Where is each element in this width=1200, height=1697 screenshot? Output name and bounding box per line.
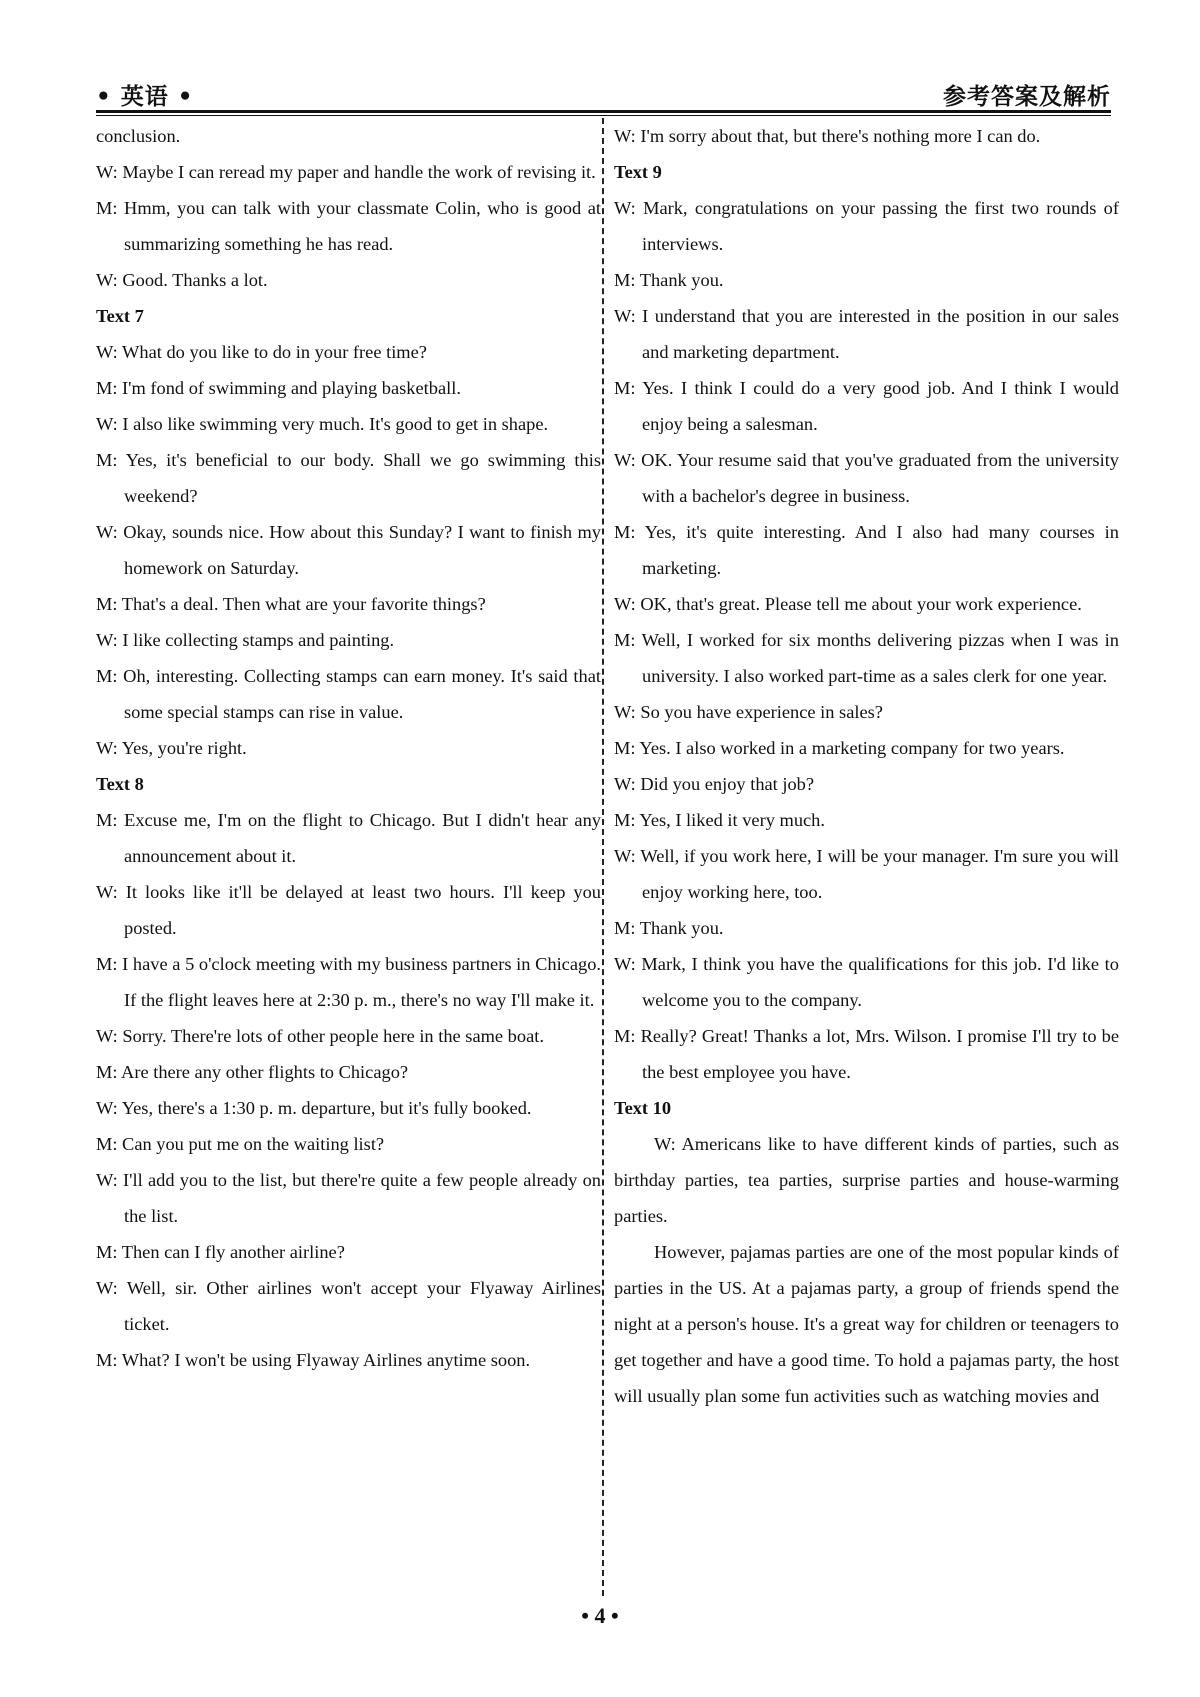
dialogue-line: M: Really? Great! Thanks a lot, Mrs. Wilson. I promise I'll try to be the best employee you have. <box>614 1026 1119 1082</box>
dialogue-line: M: Yes, I liked it very much. <box>614 810 825 830</box>
section-heading: Text 8 <box>96 774 144 794</box>
dialogue-line: W: Well, sir. Other airlines won't accept your Flyaway Airlines ticket. <box>96 1278 601 1334</box>
dialogue-line: W: I'm sorry about that, but there's nothing more I can do. <box>614 126 1041 146</box>
page-number: • 4 • <box>581 1603 619 1628</box>
dialogue-line: M: I have a 5 o'clock meeting with my business partners in Chicago. If the flight leaves here at 2:30 p. m., there's no way I'll make it. <box>96 954 601 1010</box>
dialogue-line: M: Yes, it's beneficial to our body. Shall we go swimming this weekend? <box>96 450 601 506</box>
dialogue-line: W: Well, if you work here, I will be your manager. I'm sure you will enjoy working here, too. <box>614 846 1119 902</box>
dialogue-line: M: Thank you. <box>614 270 724 290</box>
section-title: 参考答案及解析 <box>943 84 1111 110</box>
dialogue-line: W: Did you enjoy that job? <box>614 774 815 794</box>
dialogue-line: W: Okay, sounds nice. How about this Sunday? I want to finish my homework on Saturday. <box>96 522 601 578</box>
dialogue-line: M: Well, I worked for six months delivering pizzas when I was in university. I also worked part-time as a sales clerk for one year. <box>614 630 1119 686</box>
dialogue-line: W: So you have experience in sales? <box>614 702 883 722</box>
dialogue-line: M: What? I won't be using Flyaway Airlines anytime soon. <box>96 1350 531 1370</box>
column-divider <box>602 118 604 1596</box>
dialogue-line: M: Thank you. <box>614 918 724 938</box>
dialogue-line: M: Excuse me, I'm on the flight to Chicago. But I didn't hear any announcement about it. <box>96 810 601 866</box>
dialogue-line: W: Mark, I think you have the qualifications for this job. I'd like to welcome you to the company. <box>614 954 1119 1010</box>
dialogue-line: M: Oh, interesting. Collecting stamps can earn money. It's said that some special stamps can rise in value. <box>96 666 601 722</box>
paragraph: W: Americans like to have different kinds of parties, such as birthday parties, tea parties, surprise parties and house-warming parties. <box>614 1134 1119 1226</box>
dialogue-line: W: Maybe I can reread my paper and handle the work of revising it. <box>96 162 596 182</box>
right-column <box>614 118 1119 1414</box>
dialogue-line: W: Good. Thanks a lot. <box>96 270 268 290</box>
section-heading: Text 9 <box>614 162 662 182</box>
dialogue-line: M: Are there any other flights to Chicago? <box>96 1062 409 1082</box>
dialogue-line: W: I like collecting stamps and painting. <box>96 630 395 650</box>
dialogue-line: W: It looks like it'll be delayed at least two hours. I'll keep you posted. <box>96 882 601 938</box>
paragraph: However, pajamas parties are one of the most popular kinds of parties in the US. At a pajamas party, a group of friends spend the night at a person's house. It's a great way for children or teenagers to get together and have a good time. To hold a pajamas party, the host will usually plan some fun activities such as watching movies and <box>614 1242 1119 1406</box>
dialogue-line: W: What do you like to do in your free time? <box>96 342 427 362</box>
section-heading: Text 10 <box>614 1098 672 1118</box>
dialogue-line: W: I'll add you to the list, but there're quite a few people already on the list. <box>96 1170 601 1226</box>
dialogue-line: M: Can you put me on the waiting list? <box>96 1134 385 1154</box>
section-heading: Text 7 <box>96 306 144 326</box>
dialogue-line: M: I'm fond of swimming and playing basketball. <box>96 378 461 398</box>
dialogue-line: M: Yes. I think I could do a very good job. And I think I would enjoy being a salesman. <box>614 378 1119 434</box>
dialogue-line: M: Yes, it's quite interesting. And I also had many courses in marketing. <box>614 522 1119 578</box>
header-rule <box>96 110 1111 113</box>
dialogue-line: W: Yes, there's a 1:30 p. m. departure, but it's fully booked. <box>96 1098 532 1118</box>
dialogue-line: W: Yes, you're right. <box>96 738 247 758</box>
header-rule-thin <box>96 115 1111 116</box>
dialogue-line: M: Then can I fly another airline? <box>96 1242 345 1262</box>
page-header <box>96 78 1111 112</box>
dialogue-line: M: That's a deal. Then what are your favorite things? <box>96 594 486 614</box>
dialogue-line: W: OK, that's great. Please tell me about your work experience. <box>614 594 1082 614</box>
dialogue-line: W: OK. Your resume said that you've graduated from the university with a bachelor's degree in business. <box>614 450 1119 506</box>
dialogue-line: W: I also like swimming very much. It's good to get in shape. <box>96 414 549 434</box>
left-column <box>96 118 601 1378</box>
dialogue-line: M: Hmm, you can talk with your classmate Colin, who is good at summarizing something he has read. <box>96 198 601 254</box>
dialogue-line: M: Yes. I also worked in a marketing company for two years. <box>614 738 1065 758</box>
dialogue-line: conclusion. <box>96 126 181 146</box>
dialogue-line: W: Mark, congratulations on your passing the first two rounds of interviews. <box>614 198 1119 254</box>
subject-label: • 英语 • <box>96 84 194 110</box>
dialogue-line: W: I understand that you are interested in the position in our sales and marketing department. <box>614 306 1119 362</box>
dialogue-line: W: Sorry. There're lots of other people here in the same boat. <box>96 1026 544 1046</box>
